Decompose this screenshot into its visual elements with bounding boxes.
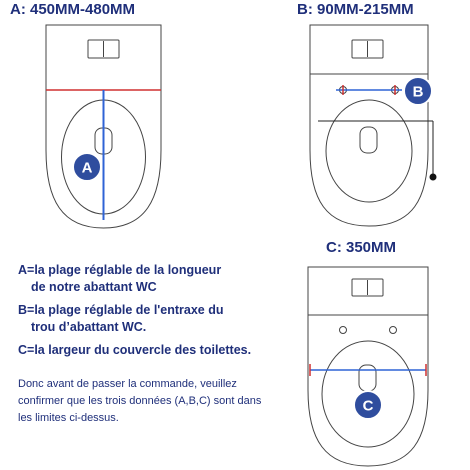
legend-b-line1: B=la plage réglable de l'entraxe du (18, 303, 224, 317)
toilet-b-seat (326, 100, 412, 202)
legend-a-line1: A=la plage réglable de la longueur (18, 263, 222, 277)
legend-b-line2: trou d’abattant WC. (31, 320, 147, 334)
title-c: C: 350MM (326, 239, 397, 256)
legend-a (18, 262, 221, 296)
toilet-c-hole-left (340, 327, 347, 334)
legend-a-line2: de notre abattant WC (31, 280, 157, 294)
toilet-c-inner (359, 365, 376, 391)
badge-b-label: B (412, 83, 424, 101)
legend-c-line1: C=la largeur du couvercle des toilettes. (18, 343, 252, 357)
title-b: B: 90MM-215MM (297, 1, 414, 18)
badge-a-label: A (81, 159, 93, 177)
title-a: A: 450MM-480MM (10, 1, 136, 18)
badge-c-label: C (362, 397, 374, 415)
legend-c (18, 342, 251, 359)
badge-b (404, 77, 432, 105)
toilet-b-tank (310, 25, 428, 74)
badge-c (354, 391, 382, 419)
toilet-c-hole-right (390, 327, 397, 334)
toilet-c (308, 267, 428, 466)
order-note: Donc avant de passer la commande, veuillez confirmer que les trois données (A,B,C) sont dans les limites ci-dessus. (18, 378, 262, 424)
toilet-b-inner (360, 127, 377, 153)
toilet-b-callout-dot (430, 174, 437, 181)
legend-b (18, 302, 223, 336)
badge-a (73, 153, 101, 181)
toilet-b (310, 25, 428, 226)
